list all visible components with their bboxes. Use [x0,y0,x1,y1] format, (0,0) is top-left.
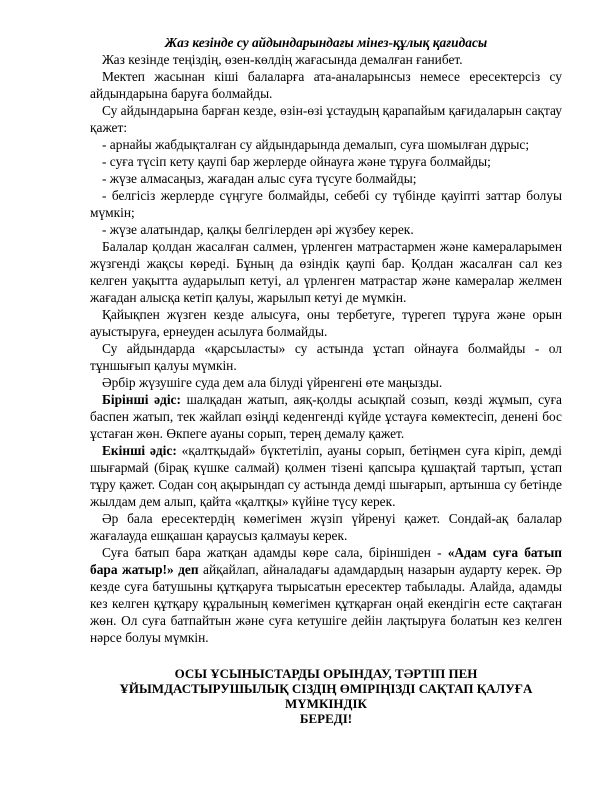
method-2-paragraph [90,442,562,510]
list-item: - суға түсіп кету қаупі бар жерлерде ойнауға және тұруға болмайды; [102,154,491,169]
last-paragraph-start: Суға батып бара жатқан адамды көре сала, біріншіден - [102,545,448,560]
footer-line-3: БЕРЕДІ! [299,711,353,726]
paragraph: Әрбір жүзушіге суда дем ала білуді үйренгені өте маңызды. [102,375,443,390]
paragraph: Қайықпен жүзген кезде алысуға, оны тербетуге, түрегеп тұруға және орын ауыстыруға, ернеуден асылуға болмайды. [90,307,562,339]
footer-line-2: ҰЙЫМДАСТЫРУШЫЛЫҚ СІЗДІҢ ӨМІРІҢІЗДІ САҚТАП ҚАЛУҒА МҮМКІНДІК [119,681,533,711]
paragraph: Су айдындарына барған кезде, өзін-өзі ұстаудың қарапайым қағидаларын сақтау қажет: [90,103,562,135]
method-2-label: Екінші әдіс: [102,443,177,458]
paragraph: Балалар қолдан жасалған салмен, үрленген матрастармен және камераларымен жүзгенді жақсы көреді. Бұның да өзіндік қаупі бар. Қолдан жасалған сал кез келген уақытта аударылып кетуі, ал үрленген матрастар және камералар желмен жағадан алысқа кетіп қалуы, жарылып кетуі де мүмкін. [90,239,562,305]
list-item: - жүзе алмасаңыз, жағадан алыс суға түсуге болмайды; [102,171,417,186]
paragraph: Мектеп жасынан кіші балаларға ата-аналарынсыз немесе ересектерсіз су айдындарына баруға болмайды. [90,69,562,101]
document-title: Жаз кезінде су айдындарындағы мінез-құлық қағидасы [164,35,488,50]
method-1-text: шалқадан жатып, аяқ-қолды асықпай созып, көзді жұмып, суға баспен жатып, тек жайлап өзіңді кеденгенді күйде ұстауға көмектесіп, денені бос ұстаған жөн. Өкпеге ауаны сорып, терең демалу қажет. [90,392,563,441]
document-page [90,34,562,726]
last-paragraph-end: айқайлап, айналадағы адамдардың назарын аударту керек. Әр кезде суға батушыны құтқаруға тырысатын ересектер табылады. Алайда, адамды кез келген құтқару құралының көмегімен құтқарған оңай екендігін есте сақтаған жөн. Ол суға батпайтын және суға кетушіге дейін лақтыруға болатын кез келген нәрсе болуы мүмкін. [90,562,563,645]
footer-callout [90,666,562,726]
list-item: - арнайы жабдықталған су айдындарында демалып, суға шомылған дұрыс; [102,137,530,152]
paragraph: Су айдындарда «қарсыласты» су астында ұстап ойнауға болмайды - ол тұншығып қалуы мүмкін. [90,341,562,373]
paragraph: Жаз кезінде теңіздің, өзен-көлдің жағасында демалған ғанибет. [102,52,463,67]
footer-line-1: ОСЫ ҰСЫНЫСТАРДЫ ОРЫНДАУ, ТӘРТІП ПЕН [174,666,478,681]
list-item: - белгісіз жерлерде сүңгуге болмайды, себебі су түбінде қауіпті заттар болуы мүмкін; [90,188,562,220]
method-1-paragraph [90,391,562,442]
method-2-text: «қалтқыдай» бүктетіліп, ауаны сорып, бетіңмен суға кіріп, демді шығармай (бірақ күшке салмай) қолмен тізені қапсыра құшақтай тартып, ұстап тұру қажет. Содан соң ақырындап су астында демді шығарып, артынша су бетінде жылдам дем алып, қайта «қалтқы» күйіне түсу керек. [90,443,562,509]
last-paragraph [90,544,562,646]
list-item: - жүзе алатындар, қалқы белгілерден әрі жүзбеу керек. [102,222,414,237]
shout-phrase: «Адам суға батып бара жатыр!» деп [90,545,562,577]
method-1-label: Бірінші әдіс: [102,392,181,407]
paragraph: Әр бала ересектердің көмегімен жүзіп үйренуі қажет. Сондай-ақ балалар жағалауда ешқашан қараусыз қалмауы керек. [90,511,562,543]
